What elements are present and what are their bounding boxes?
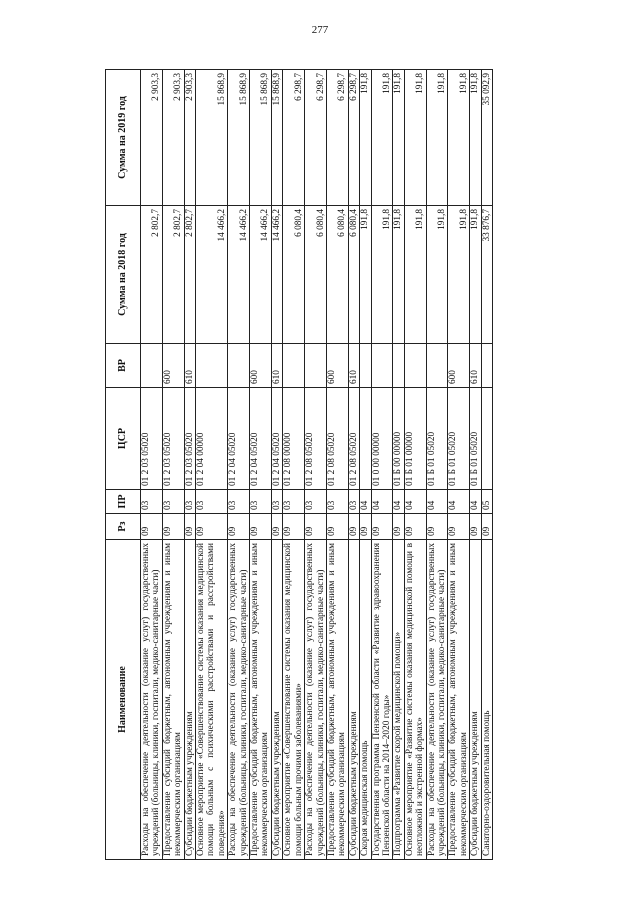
table-row [326, 70, 348, 860]
table-row [141, 70, 163, 860]
table-row [162, 70, 184, 860]
cell-name: Субсидии бюджетным учреждениям [470, 540, 481, 860]
cell-vr [371, 344, 393, 388]
cell-sum-2019: 191,8 [371, 70, 393, 206]
cell-pr: 04 [470, 490, 481, 514]
cell-rz: 09 [196, 514, 228, 540]
cell-name: Скорая медицинская помощь [360, 540, 371, 860]
cell-csr: 01 Б 01 05020 [470, 388, 481, 490]
cell-sum-2019: 191,8 [426, 70, 448, 206]
cell-sum-2019: 6 298,7 [305, 70, 327, 206]
cell-sum-2018: 14 466,2 [228, 206, 250, 344]
cell-sum-2018: 191,8 [393, 206, 404, 344]
cell-sum-2019: 191,8 [404, 70, 426, 206]
cell-csr: 01 2 08 05020 [348, 388, 359, 490]
cell-name: Основное мероприятие «Развитие системы оказания медицинской помощи в неотложной и экстренной формах» [404, 540, 426, 860]
table-row [470, 70, 481, 860]
cell-pr: 03 [283, 490, 305, 514]
cell-vr [426, 344, 448, 388]
table-row [426, 70, 448, 860]
cell-pr: 04 [404, 490, 426, 514]
cell-sum-2019: 6 298,7 [326, 70, 348, 206]
cell-name: Субсидии бюджетным учреждениям [348, 540, 359, 860]
cell-vr: 610 [184, 344, 195, 388]
cell-sum-2019: 15 868,9 [271, 70, 282, 206]
table-body [141, 70, 493, 860]
cell-csr: 01 Б 01 05020 [426, 388, 448, 490]
cell-pr: 03 [250, 490, 272, 514]
cell-name: Основное мероприятие «Совершенствование системы оказания медицинской помощи больным прочими заболеваниями» [283, 540, 305, 860]
cell-rz: 09 [141, 514, 163, 540]
cell-pr: 03 [348, 490, 359, 514]
cell-name: Расходы на обеспечение деятельности (оказание услуг) государственных учреждений (больницы, клиники, госпитали, медико-санитарные части) [141, 540, 163, 860]
cell-rz: 09 [228, 514, 250, 540]
cell-csr: 01 2 08 05020 [326, 388, 348, 490]
cell-sum-2019: 6 298,7 [348, 70, 359, 206]
table-row [250, 70, 272, 860]
cell-rz: 09 [393, 514, 404, 540]
cell-name: Субсидии бюджетным учреждениям [271, 540, 282, 860]
cell-sum-2019: 35 092,9 [481, 70, 492, 206]
cell-csr: 01 Б 01 05020 [448, 388, 470, 490]
cell-pr: 03 [271, 490, 282, 514]
cell-vr: 600 [448, 344, 470, 388]
cell-rz: 09 [360, 514, 371, 540]
header-vr: ВР [106, 344, 141, 388]
cell-csr: 01 2 04 05020 [250, 388, 272, 490]
cell-pr: 03 [141, 490, 163, 514]
cell-sum-2018: 191,8 [426, 206, 448, 344]
cell-pr: 03 [228, 490, 250, 514]
cell-name: Предоставление субсидий бюджетным, автономным учреждениям и иным некоммерческим организациям [326, 540, 348, 860]
cell-csr [481, 388, 492, 490]
table-row [184, 70, 195, 860]
cell-rz: 09 [283, 514, 305, 540]
cell-sum-2019: 2 903,3 [141, 70, 163, 206]
table-header-row [106, 70, 141, 860]
cell-vr: 600 [250, 344, 272, 388]
cell-vr: 600 [162, 344, 184, 388]
cell-rz: 09 [305, 514, 327, 540]
cell-name: Предоставление субсидий бюджетным, автономным учреждениям и иным некоммерческим организациям [162, 540, 184, 860]
cell-vr [305, 344, 327, 388]
cell-sum-2018: 14 466,2 [196, 206, 228, 344]
header-sum-2019: Сумма на 2019 год [106, 70, 141, 206]
header-csr: ЦСР [106, 388, 141, 490]
cell-rz: 09 [448, 514, 470, 540]
cell-rz: 09 [250, 514, 272, 540]
cell-rz: 09 [470, 514, 481, 540]
cell-sum-2018: 191,8 [404, 206, 426, 344]
rotated-table-container [105, 70, 575, 860]
cell-csr: 01 2 04 00000 [196, 388, 228, 490]
cell-name: Основное мероприятие «Совершенствование системы оказания медицинской помощи больным с психическими расстройствами и расстройствами поведения» [196, 540, 228, 860]
cell-vr: 610 [470, 344, 481, 388]
cell-sum-2019: 191,8 [470, 70, 481, 206]
cell-sum-2018: 14 466,2 [271, 206, 282, 344]
cell-vr [404, 344, 426, 388]
cell-vr [393, 344, 404, 388]
cell-sum-2018: 2 802,7 [184, 206, 195, 344]
cell-pr: 03 [162, 490, 184, 514]
cell-vr [228, 344, 250, 388]
cell-sum-2018: 2 802,7 [141, 206, 163, 344]
cell-sum-2019: 15 868,9 [228, 70, 250, 206]
budget-table [105, 69, 493, 860]
cell-name: Подпрограмма «Развитие скорой медицинской помощи» [393, 540, 404, 860]
cell-rz: 09 [162, 514, 184, 540]
cell-name: Предоставление субсидий бюджетным, автономным учреждениям и иным некоммерческим организациям [448, 540, 470, 860]
cell-rz: 09 [348, 514, 359, 540]
cell-sum-2018: 191,8 [470, 206, 481, 344]
cell-rz: 09 [184, 514, 195, 540]
cell-name: Предоставление субсидий бюджетным, автономным учреждениям и иным некоммерческим организациям [250, 540, 272, 860]
cell-sum-2018: 6 080,4 [348, 206, 359, 344]
cell-rz: 09 [371, 514, 393, 540]
table-row [404, 70, 426, 860]
cell-pr: 04 [371, 490, 393, 514]
cell-sum-2018: 191,8 [371, 206, 393, 344]
cell-sum-2019: 2 903,3 [184, 70, 195, 206]
cell-vr: 610 [348, 344, 359, 388]
cell-pr: 03 [326, 490, 348, 514]
cell-sum-2018: 6 080,4 [305, 206, 327, 344]
cell-csr: 01 Б 01 00000 [404, 388, 426, 490]
table-row [448, 70, 470, 860]
cell-pr: 04 [360, 490, 371, 514]
cell-name: Санаторно-оздоровительная помощь [481, 540, 492, 860]
cell-pr: 05 [481, 490, 492, 514]
cell-rz: 09 [271, 514, 282, 540]
cell-sum-2018: 191,8 [448, 206, 470, 344]
cell-vr: 610 [271, 344, 282, 388]
cell-csr [360, 388, 371, 490]
cell-sum-2019: 191,8 [448, 70, 470, 206]
table-row [348, 70, 359, 860]
cell-vr: 600 [326, 344, 348, 388]
cell-vr [360, 344, 371, 388]
cell-csr: 01 2 08 05020 [305, 388, 327, 490]
cell-vr [196, 344, 228, 388]
cell-sum-2018: 6 080,4 [326, 206, 348, 344]
table-row [305, 70, 327, 860]
cell-rz: 09 [404, 514, 426, 540]
table-row [393, 70, 404, 860]
table-row [228, 70, 250, 860]
header-rz: Рз [106, 514, 141, 540]
cell-vr [141, 344, 163, 388]
cell-csr: 01 2 03 05020 [141, 388, 163, 490]
cell-sum-2019: 15 868,9 [250, 70, 272, 206]
cell-sum-2019: 191,8 [393, 70, 404, 206]
page-number: 277 [311, 24, 329, 36]
cell-name: Расходы на обеспечение деятельности (оказание услуг) государственных учреждений (больницы, клиники, госпитали, медико-санитарные части) [305, 540, 327, 860]
table-row [371, 70, 393, 860]
cell-csr: 01 0 00 00000 [371, 388, 393, 490]
cell-vr [481, 344, 492, 388]
cell-sum-2019: 2 903,3 [162, 70, 184, 206]
cell-csr: 01 2 03 05020 [162, 388, 184, 490]
cell-csr: 01 2 04 05020 [271, 388, 282, 490]
cell-pr: 04 [393, 490, 404, 514]
cell-vr [283, 344, 305, 388]
cell-sum-2019: 6 298,7 [283, 70, 305, 206]
header-sum-2018: Сумма на 2018 год [106, 206, 141, 344]
cell-sum-2018: 14 466,2 [250, 206, 272, 344]
cell-pr: 03 [196, 490, 228, 514]
table-row [481, 70, 492, 860]
cell-rz: 09 [481, 514, 492, 540]
cell-sum-2018: 2 802,7 [162, 206, 184, 344]
cell-pr: 04 [448, 490, 470, 514]
header-name: Наименование [106, 540, 141, 860]
header-pr: ПР [106, 490, 141, 514]
cell-csr: 01 2 08 00000 [283, 388, 305, 490]
table-row [360, 70, 371, 860]
table-row [196, 70, 228, 860]
cell-csr: 01 2 03 05020 [184, 388, 195, 490]
cell-csr: 01 Б 00 00000 [393, 388, 404, 490]
cell-pr: 03 [184, 490, 195, 514]
cell-name: Расходы на обеспечение деятельности (оказание услуг) государственных учреждений (больницы, клиники, госпитали, медико-санитарные части) [426, 540, 448, 860]
cell-rz: 09 [326, 514, 348, 540]
cell-name: Государственная программа Пензенской области «Развитие здравоохранения Пензенской области на 2014–2020 годы» [371, 540, 393, 860]
table-row [283, 70, 305, 860]
cell-csr: 01 2 04 05020 [228, 388, 250, 490]
cell-pr: 04 [426, 490, 448, 514]
cell-rz: 09 [426, 514, 448, 540]
cell-sum-2018: 191,8 [360, 206, 371, 344]
table-row [271, 70, 282, 860]
cell-sum-2018: 33 876,7 [481, 206, 492, 344]
cell-sum-2019: 15 868,9 [196, 70, 228, 206]
cell-sum-2018: 6 080,4 [283, 206, 305, 344]
cell-sum-2019: 191,8 [360, 70, 371, 206]
cell-name: Расходы на обеспечение деятельности (оказание услуг) государственных учреждений (больницы, клиники, госпитали, медико-санитарные части) [228, 540, 250, 860]
cell-pr: 03 [305, 490, 327, 514]
cell-name: Субсидии бюджетным учреждениям [184, 540, 195, 860]
